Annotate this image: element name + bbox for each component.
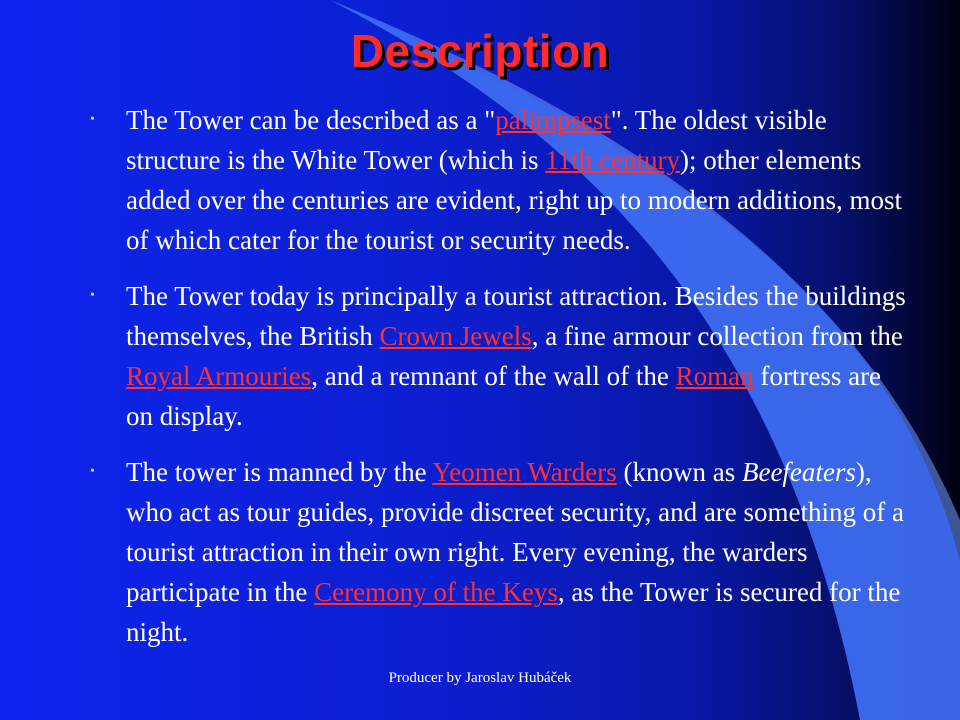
link-ceremony-of-the-keys[interactable]: Ceremony of the Keys: [314, 577, 558, 607]
bullet-1: [88, 100, 910, 260]
bullet-2-text-1: The Tower today is principally a tourist attraction. Besides the buildings themselves, the British: [126, 281, 906, 351]
bullet-1-text-3: ); other elements added over the centuries are evident, right up to modern additions, most of which cater for the tourist or security needs.: [126, 145, 903, 255]
bullet-dot-icon: •: [90, 464, 95, 479]
bullet-3-text-3: ), who act as tour guides, provide discreet security, and are something of a tourist attraction in their own right. Every evening, the warders participate in the: [126, 457, 905, 607]
link-roman[interactable]: Roman: [675, 361, 754, 391]
bullet-1-text-2: ". The oldest visible structure is the White Tower (which is: [126, 105, 827, 175]
beefeaters-text: Beefeaters: [741, 457, 856, 487]
bullet-2: [88, 276, 910, 436]
link-royal-armouries[interactable]: Royal Armouries: [126, 361, 312, 391]
bullet-3-text-1: The tower is manned by the: [126, 457, 433, 487]
bullet-1-text-1: The Tower can be described as a ": [126, 105, 496, 135]
bullet-2-text-2: , a fine armour collection from the: [531, 321, 903, 351]
bullet-dot-icon: •: [90, 288, 95, 303]
footer-credit: Producer by Jaroslav Hubáček: [388, 670, 572, 686]
bullet-3-text-2: (known as: [616, 457, 742, 487]
bullet-dot-icon: •: [90, 112, 95, 127]
link-palimpsest[interactable]: palimpsest: [495, 105, 611, 135]
bullet-3-text-4: , as the Tower is secured for the night.: [126, 577, 901, 647]
slide-title: Description: [350, 25, 610, 77]
link-11th-century[interactable]: 11th century: [545, 145, 680, 175]
bullet-list: [88, 100, 910, 668]
bullet-3: [88, 452, 910, 652]
bullet-2-text-4: fortress are on display.: [126, 361, 882, 431]
bullet-2-text-3: , and a remnant of the wall of the: [311, 361, 676, 391]
link-crown-jewels[interactable]: Crown Jewels: [379, 321, 532, 351]
link-yeomen-warders[interactable]: Yeomen Warders: [432, 457, 617, 487]
